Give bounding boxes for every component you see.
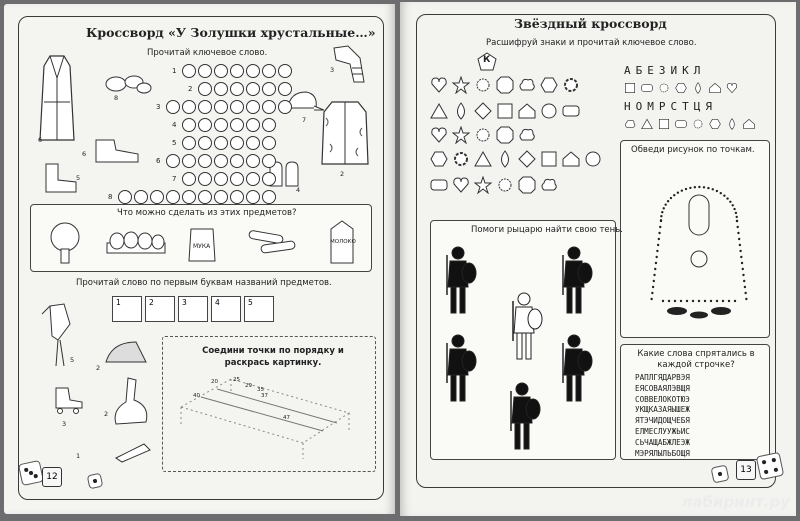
knight-shadow-option[interactable] [443,333,477,405]
crossword-circle[interactable] [198,172,212,186]
crossword-circle[interactable] [182,100,196,114]
letter-cell[interactable]: 5 [244,296,274,322]
word-row[interactable]: ЕЯСОВАЯЛЭВЩЯ [635,383,690,393]
crossword-circle[interactable] [230,172,244,186]
iron-picture [102,336,150,366]
letter-cell[interactable]: 1 [112,296,142,322]
crossword-row-number: 2 [188,85,193,93]
crossword-circle[interactable] [262,154,276,168]
crossword-circle[interactable] [198,136,212,150]
knight-shadow-option[interactable] [507,381,541,453]
crossword-circle[interactable] [198,64,212,78]
crossword-row-number: 3 [156,103,161,111]
picture-number: 8 [114,94,119,102]
crossword-circle[interactable] [182,64,196,78]
hexa-shape-icon[interactable] [430,150,448,168]
drop-shape-icon[interactable] [496,150,514,168]
crossword-circle[interactable] [198,100,212,114]
crossword-circle[interactable] [246,100,260,114]
crossword-row-number: 6 [156,157,161,165]
house-code-icon [743,118,755,130]
crossword-circle[interactable] [246,154,260,168]
crossword-circle[interactable] [230,64,244,78]
boot-picture [92,136,142,164]
picture-number: 2 [104,410,109,418]
word-row[interactable]: РАПЛГЯДАРВЭЯ [635,373,690,382]
cloud-shape-icon[interactable] [518,76,536,94]
crossword-circle[interactable] [230,190,244,204]
coat-picture [36,52,78,144]
dot-label: 20 [211,379,218,385]
rocket-dot-picture[interactable] [633,161,757,329]
hidden-words-grid[interactable] [635,373,690,459]
crossword-circle[interactable] [246,172,260,186]
flour-label: МУКА [193,243,211,250]
word-row[interactable]: ЕЛМЕСЛУУЖЬИС [635,426,690,436]
word-row[interactable]: СЬЧАЩАБЖЛЕЭЖ [635,437,690,447]
word-row[interactable]: ЯТЭЧИДОЩЧЕБЯ [635,416,690,426]
rect-code-icon [641,82,653,94]
connect-dots-instruction: Соедини точки по порядку и раскрась картинку. [202,346,344,368]
crossword-circle[interactable] [262,82,276,96]
drop-shape-icon[interactable] [452,102,470,120]
diamond-shape-icon[interactable] [518,150,536,168]
crossword-circle[interactable] [198,190,212,204]
crossword-circle[interactable] [198,118,212,132]
alphabet-row-1: АБЕЗИКЛ [624,64,706,77]
crossword-circle[interactable] [198,154,212,168]
crossword-circle[interactable] [134,190,148,204]
crossword-circle[interactable] [246,64,260,78]
star-crossword-title: Звёздный кроссворд [514,16,667,31]
hidden-words-box [620,344,770,460]
crossword-row-number: 7 [172,175,177,183]
oct-shape-icon[interactable] [496,126,514,144]
tri-shape-icon[interactable] [474,150,492,168]
crossword-row-number: 4 [172,121,177,129]
keyword-circle[interactable] [214,100,228,114]
cloud-code-icon [624,118,636,130]
drop-code-icon [692,82,704,94]
dice-icon [18,460,44,486]
crossword-circle[interactable] [182,190,196,204]
knight-shadow-box [430,220,623,460]
felt-boot-picture [40,162,80,194]
keyword-circle[interactable] [214,190,228,204]
crossword-circle[interactable] [262,136,276,150]
diamond-shape-icon[interactable] [474,102,492,120]
crossword-circle[interactable] [278,100,292,114]
cloud-shape-icon[interactable] [540,176,558,194]
keyword-circle[interactable] [214,136,228,150]
picture-number: 2 [340,170,345,178]
picture-number: 5 [70,356,75,364]
connect-dots-box [162,336,376,472]
keyword-circle[interactable] [214,82,228,96]
word-row[interactable]: МЭРЯЛЫЛЬБОЩЯ [635,448,690,458]
what-to-make-box [30,204,372,272]
square-code-icon [658,118,670,130]
tri-shape-icon[interactable] [430,102,448,120]
picture-number: 4 [296,186,301,194]
dot-picture-box [620,140,770,338]
crossword-circle[interactable] [182,136,196,150]
crossword-circle[interactable] [230,82,244,96]
burst-code-icon [692,118,704,130]
crossword-circle[interactable] [230,136,244,150]
oct-shape-icon[interactable] [518,176,536,194]
crossword-circle[interactable] [262,190,276,204]
house-shape-icon[interactable] [562,150,580,168]
pebbles-picture [104,72,152,94]
crossword-circle[interactable] [262,100,276,114]
dot-label: 37 [261,393,268,399]
crossword-circle[interactable] [230,100,244,114]
heart-shape-icon[interactable] [430,76,448,94]
keyword-circle[interactable] [214,118,228,132]
left-page [4,4,395,514]
flower-shape-icon[interactable] [562,76,580,94]
hexa-shape-icon[interactable] [540,76,558,94]
crossword-row-number: 1 [172,67,177,75]
letter-cell[interactable]: 3 [178,296,208,322]
star-shape-icon[interactable] [452,76,470,94]
crossword-row-number: 5 [172,139,177,147]
saw-picture [114,440,154,464]
burst-shape-icon[interactable] [474,76,492,94]
square-shape-icon[interactable] [540,150,558,168]
crossword-circle[interactable] [246,136,260,150]
dot-picture-instruction: Обведи рисунок по точкам. [631,145,755,155]
crossword-row-number: 8 [108,193,113,201]
circle-shape-icon[interactable] [584,150,602,168]
crossword-circle[interactable] [166,100,180,114]
dot-label: 25 [233,377,240,383]
page-number-right: 13 [736,460,756,480]
first-letters-instruction: Прочитай слово по первым буквам названий предметов. [76,278,332,288]
crossword-circle[interactable] [262,172,276,186]
crossword-circle[interactable] [230,118,244,132]
star-shape-icon[interactable] [452,126,470,144]
knight-shadow-option[interactable] [559,245,593,317]
fur-coat-picture [320,98,370,168]
knight-shadow-instruction: Помоги рыцарю найти свою тень. [471,225,623,235]
knight-shadow-option[interactable] [443,245,477,317]
letter-cell[interactable]: 2 [145,296,175,322]
keyword-circle[interactable] [214,172,228,186]
bridge-dot-picture[interactable] [173,373,363,465]
crossword-circle[interactable] [182,118,196,132]
drop-code-icon [726,118,738,130]
what-to-make-question: Что можно сделать из этих предметов? [117,208,297,218]
keyword-circle[interactable] [214,64,228,78]
crossword-circle[interactable] [166,154,180,168]
watermark-logo: лабиринт.ру [681,493,790,511]
eggs-picture [105,229,167,255]
picture-number: 3 [62,420,67,428]
dice-icon [756,452,784,480]
circle-shape-icon[interactable] [540,102,558,120]
page-number-left: 12 [42,467,62,487]
tree-picture [45,221,85,265]
picture-number: 3 [330,66,335,74]
picture-number: 5 [76,174,81,182]
word-row[interactable]: УКЩКАЗАЯЫШЕЖ [635,405,690,415]
dot-label: 40 [193,393,200,399]
burst-shape-icon[interactable] [496,176,514,194]
crossword-circle[interactable] [262,64,276,78]
right-page [400,2,796,516]
tri-code-icon [641,118,653,130]
crossword-circle[interactable] [118,190,132,204]
skates-picture [52,384,86,414]
burst-shape-icon[interactable] [474,126,492,144]
cloud-shape-icon[interactable] [518,126,536,144]
picture-number: 2 [96,364,101,372]
knight-figure [509,291,543,363]
crossword-circle[interactable] [278,64,292,78]
alphabet-row-2: НОМРСТЦЯ [624,100,717,113]
picture-number: 6 [38,136,43,144]
knight-shadow-option[interactable] [559,333,593,405]
crossword-instruction: Прочитай ключевое слово. [147,48,268,58]
star-shape-icon[interactable] [474,176,492,194]
goose-picture [108,376,152,432]
oct-shape-icon[interactable] [496,76,514,94]
burst-code-icon [658,82,670,94]
milk-label: МОЛОКО [330,239,356,245]
letter-cell[interactable]: 4 [211,296,241,322]
crossword-circle[interactable] [246,82,260,96]
crossword-circle[interactable] [278,82,292,96]
heart-shape-icon[interactable] [452,176,470,194]
dot-label: 35 [257,387,264,393]
picture-number: 1 [76,452,81,460]
rect-shape-icon[interactable] [562,102,580,120]
rect-code-icon [675,118,687,130]
scarf-picture [330,44,368,84]
crossword-circle[interactable] [262,118,276,132]
house-shape-icon[interactable] [518,102,536,120]
crossword-circle[interactable] [198,82,212,96]
picture-number: 7 [302,116,307,124]
crossword-circle[interactable] [230,154,244,168]
crossword-circle[interactable] [166,190,180,204]
word-row[interactable]: СОВВЕЛОКОТЮЭ [635,394,690,404]
key-letter: К [483,55,491,65]
keyword-circle[interactable] [214,154,228,168]
dice-icon [711,465,730,484]
dot-label: 47 [283,415,290,421]
flower-shape-icon[interactable] [452,150,470,168]
crossword-circle[interactable] [150,190,164,204]
crossword-circle[interactable] [246,118,260,132]
crossword-circle[interactable] [246,190,260,204]
star-crossword-instruction: Расшифруй знаки и прочитай ключевое слово. [486,38,697,48]
crossword-title: Кроссворд «У Золушки хрустальные…» [86,25,376,40]
crossword-circle[interactable] [182,154,196,168]
house-code-icon [709,82,721,94]
picture-number: 6 [82,150,87,158]
hidden-words-instruction: Какие слова спрятались в каждой строчке? [637,349,755,370]
hexa-code-icon [709,118,721,130]
dot-label: 29 [245,383,252,389]
hexa-code-icon [675,82,687,94]
heart-shape-icon[interactable] [430,126,448,144]
square-code-icon [624,82,636,94]
crossword-circle[interactable] [182,172,196,186]
logs-picture [247,229,299,257]
rect-shape-icon[interactable] [430,176,448,194]
square-shape-icon[interactable] [496,102,514,120]
heart-code-icon [726,82,738,94]
